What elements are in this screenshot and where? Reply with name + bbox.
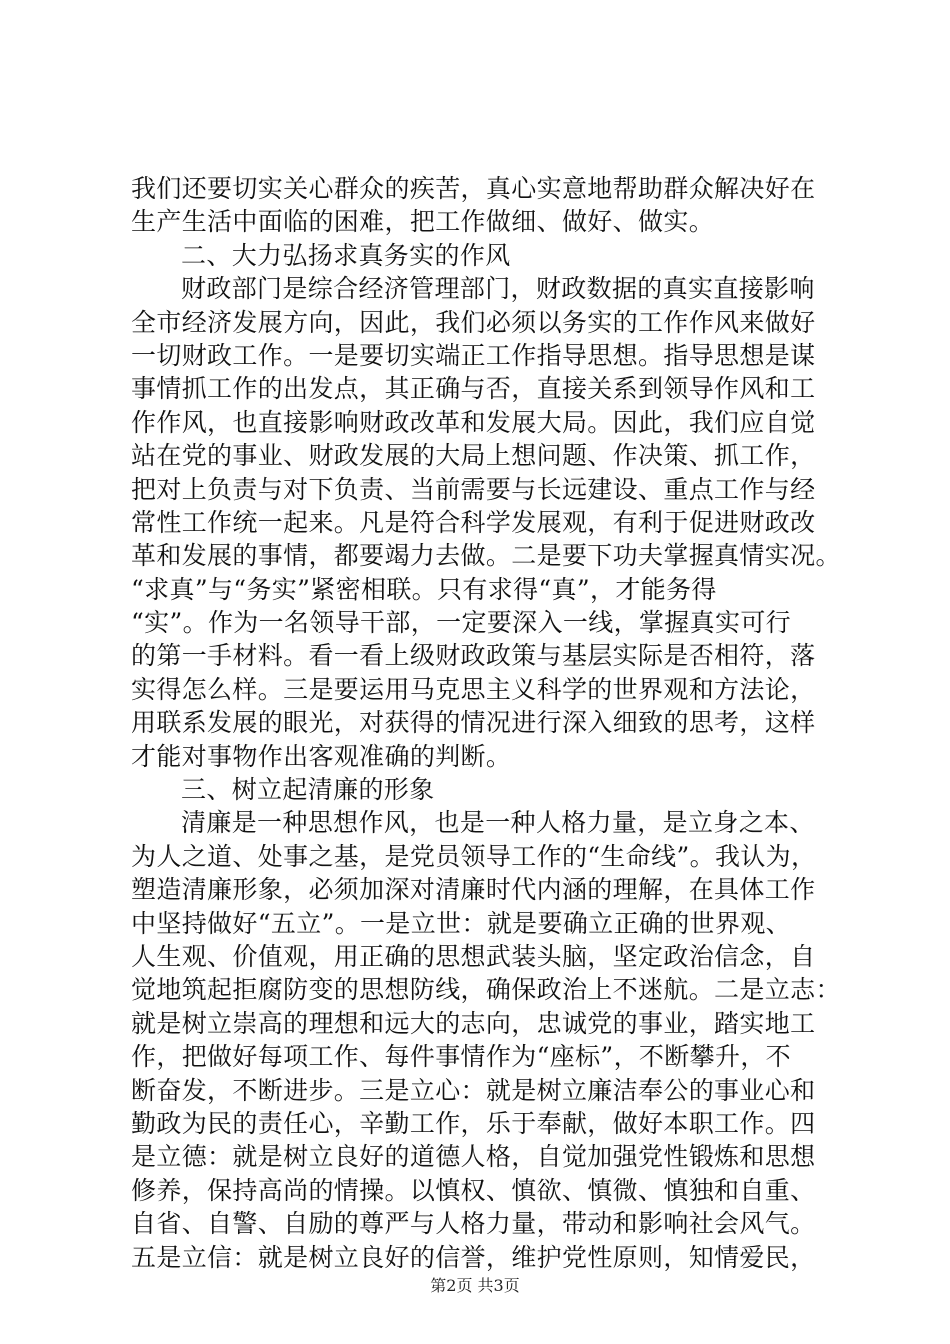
text-line: 革和发展的事情，都要竭力去做。二是要下功夫掌握真情实况。 (131, 541, 841, 571)
text-line: 作，把做好每项工作、每件事情作为“座标”，不断攀升，不 (131, 1042, 792, 1072)
section-heading: 二、大力弘扬求真务实的作风 (181, 240, 511, 270)
text-line: 是立德：就是树立良好的道德人格，自觉加强党性锻炼和思想 (131, 1142, 816, 1172)
text-line: 五是立信：就是树立良好的信誉，维护党性原则，知情爱民， (131, 1242, 816, 1272)
text-line: “实”。作为一名领导干部，一定要深入一线，掌握真实可行 (131, 608, 792, 638)
text-line: 用联系发展的眼光，对获得的情况进行深入细致的思考，这样 (131, 708, 816, 738)
text-line: 就是树立崇高的理想和远大的志向，忠诚党的事业，踏实地工 (131, 1008, 816, 1038)
document-body (131, 172, 841, 1274)
text-line: 自省、自警、自励的尊严与人格力量，带动和影响社会风气。 (131, 1209, 816, 1239)
text-line: 中坚持做好“五立”。一是立世：就是要确立正确的世界观、 (131, 908, 792, 938)
text-line: 财政部门是综合经济管理部门，财政数据的真实直接影响 (181, 274, 815, 304)
text-line: “求真”与“务实”紧密相联。只有求得“真”，才能务得 (131, 574, 717, 604)
text-line: 人生观、价值观，用正确的思想武装头脑，坚定政治信念，自 (131, 941, 816, 971)
text-line: 才能对事物作出客观准确的判断。 (131, 741, 512, 771)
text-line: 全市经济发展方向，因此，我们必须以务实的工作作风来做好 (131, 307, 816, 337)
text-line: 站在党的事业、财政发展的大局上想问题、作决策、抓工作， (131, 441, 816, 471)
text-line: 觉地筑起拒腐防变的思想防线，确保政治上不迷航。二是立志： (131, 975, 841, 1005)
text-line: 实得怎么样。三是要运用马克思主义科学的世界观和方法论， (131, 674, 816, 704)
text-line: 断奋发，不断进步。三是立心：就是树立廉洁奉公的事业心和 (131, 1075, 816, 1105)
text-line: 为人之道、处事之基，是党员领导工作的“生命线”。我认为， (131, 841, 817, 871)
text-line: 一切财政工作。一是要切实端正工作指导思想。指导思想是谋 (131, 340, 816, 370)
text-line: 清廉是一种思想作风，也是一种人格力量，是立身之本、 (181, 808, 815, 838)
text-line: 我们还要切实关心群众的疾苦，真心实意地帮助群众解决好在 (131, 174, 816, 203)
text-line: 生产生活中面临的困难，把工作做细、做好、做实。 (131, 207, 715, 237)
text-line: 把对上负责与对下负责、当前需要与长远建设、重点工作与经 (131, 474, 816, 504)
text-line: 勤政为民的责任心，辛勤工作，乐于奉献，做好本职工作。四 (131, 1108, 816, 1138)
text-line: 常性工作统一起来。凡是符合科学发展观，有利于促进财政改 (131, 507, 816, 537)
text-line: 塑造清廉形象，必须加深对清廉时代内涵的理解，在具体工作 (131, 875, 816, 905)
text-line: 事情抓工作的出发点，其正确与否，直接关系到领导作风和工 (131, 374, 816, 404)
text-line: 修养，保持高尚的情操。以慎权、慎欲、慎微、慎独和自重、 (131, 1175, 816, 1205)
text-line: 的第一手材料。看一看上级财政政策与基层实际是否相符，落 (131, 641, 816, 671)
page-footer: 第2页 共3页 (430, 1276, 520, 1295)
text-line: 作作风，也直接影响财政改革和发展大局。因此，我们应自觉 (131, 407, 816, 437)
section-heading: 三、树立起清廉的形象 (181, 775, 435, 805)
